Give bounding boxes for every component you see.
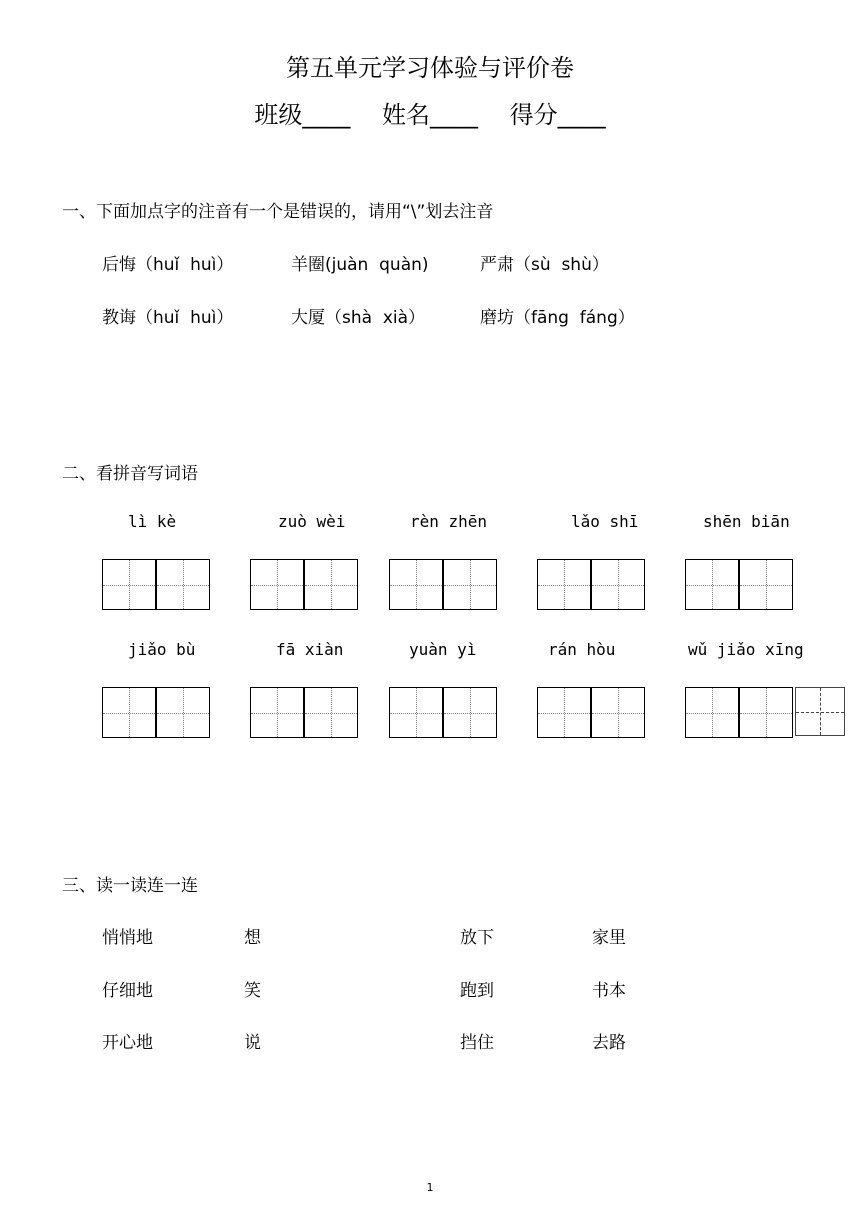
name-field: 姓名____ bbox=[382, 101, 478, 129]
writing-box[interactable] bbox=[156, 559, 210, 610]
writing-box[interactable] bbox=[250, 559, 304, 610]
match-word: 悄悄地 bbox=[102, 928, 153, 948]
s1-item: 大厦（shà xià） bbox=[291, 308, 426, 328]
writing-box[interactable] bbox=[739, 687, 793, 738]
match-word: 说 bbox=[244, 1033, 261, 1053]
section3-heading: 三、读一读连一连 bbox=[62, 876, 198, 896]
writing-box[interactable] bbox=[685, 687, 739, 738]
pinyin-label: rèn zhēn bbox=[410, 512, 488, 531]
pinyin-label: wǔ jiǎo xīng bbox=[688, 640, 804, 659]
pinyin-label: rán hòu bbox=[548, 640, 616, 659]
writing-box[interactable] bbox=[389, 687, 443, 738]
writing-box[interactable] bbox=[591, 559, 645, 610]
writing-box[interactable] bbox=[685, 559, 739, 610]
writing-box[interactable] bbox=[591, 687, 645, 738]
s1-item: 严肃（sù shù） bbox=[480, 255, 609, 275]
page-title: 第五单元学习体验与评价卷 bbox=[286, 54, 574, 82]
writing-box[interactable] bbox=[443, 559, 497, 610]
class-field: 班级____ bbox=[254, 101, 351, 129]
writing-box[interactable] bbox=[156, 687, 210, 738]
writing-box[interactable] bbox=[102, 687, 156, 738]
match-word: 家里 bbox=[592, 928, 626, 948]
writing-box[interactable] bbox=[537, 559, 591, 610]
s1-item: 后悔（huǐ huì） bbox=[102, 255, 234, 275]
writing-box[interactable] bbox=[739, 559, 793, 610]
pinyin-label: fā xiàn bbox=[276, 640, 344, 659]
match-word: 跑到 bbox=[460, 981, 494, 1001]
section2-heading: 二、看拼音写词语 bbox=[62, 464, 198, 484]
s1-item: 教诲（huǐ huì） bbox=[102, 308, 234, 328]
writing-box[interactable] bbox=[389, 559, 443, 610]
writing-box[interactable] bbox=[537, 687, 591, 738]
pinyin-label: lǎo shī bbox=[571, 512, 639, 531]
pinyin-label: zuò wèi bbox=[278, 512, 346, 531]
match-word: 放下 bbox=[460, 928, 494, 948]
pinyin-label: yuàn yì bbox=[409, 640, 477, 659]
page-number: 1 bbox=[426, 1181, 434, 1194]
writing-box[interactable] bbox=[304, 687, 358, 738]
writing-box[interactable] bbox=[443, 687, 497, 738]
match-word: 仔细地 bbox=[102, 981, 153, 1001]
writing-box[interactable] bbox=[795, 687, 845, 736]
s1-item: 羊圈(juàn quàn) bbox=[291, 255, 429, 275]
match-word: 书本 bbox=[592, 981, 626, 1001]
pinyin-label: jiǎo bù bbox=[128, 640, 196, 659]
writing-box[interactable] bbox=[102, 559, 156, 610]
s1-item: 磨坊（fāng fáng） bbox=[480, 308, 635, 328]
student-info-fields bbox=[0, 95, 860, 130]
match-word: 笑 bbox=[244, 981, 261, 1001]
match-word: 挡住 bbox=[460, 1033, 494, 1053]
match-word: 开心地 bbox=[102, 1033, 153, 1053]
pinyin-label: shēn biān bbox=[703, 512, 790, 531]
pinyin-label: lì kè bbox=[128, 512, 177, 531]
section1-heading: 一、下面加点字的注音有一个是错误的，请用“\”划去注音 bbox=[62, 202, 494, 222]
writing-box[interactable] bbox=[250, 687, 304, 738]
match-word: 想 bbox=[244, 928, 261, 948]
writing-box[interactable] bbox=[304, 559, 358, 610]
match-word: 去路 bbox=[592, 1033, 626, 1053]
score-field: 得分____ bbox=[509, 101, 606, 129]
